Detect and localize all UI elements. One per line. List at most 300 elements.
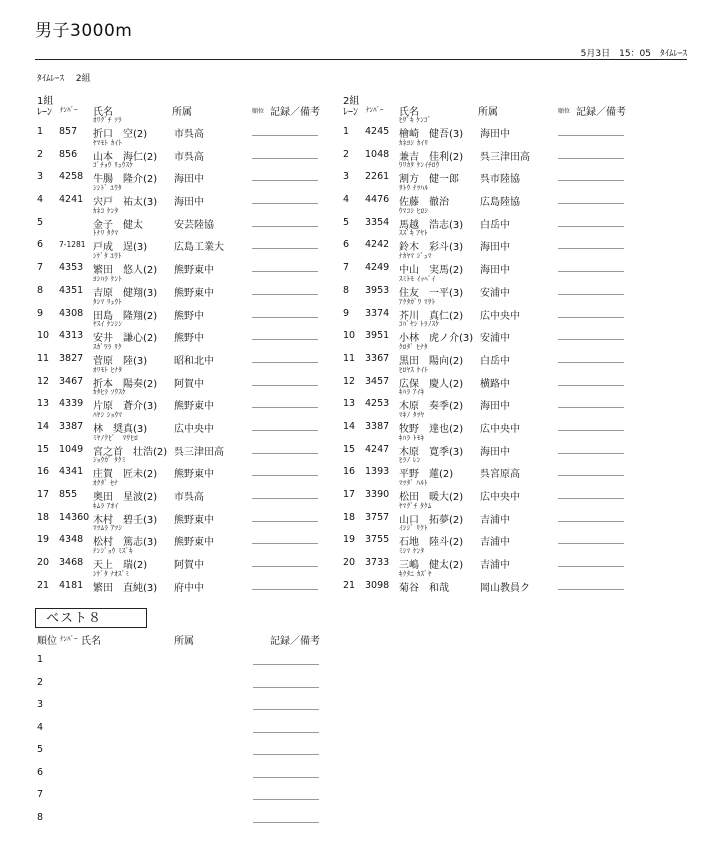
lane-number: 16 <box>37 466 50 478</box>
lane-number: 18 <box>37 511 50 523</box>
athlete-team: 横路中 <box>480 378 510 390</box>
athlete-team: 安芸陸協 <box>174 219 214 231</box>
col-lane: ﾚｰﾝ <box>37 107 52 118</box>
table-row <box>37 319 347 345</box>
record-blank-line <box>252 521 318 522</box>
athlete-kana: ﾋﾛﾔｽ ｹｲﾄ <box>399 365 429 374</box>
athlete-name: 繁田 直純(3) <box>93 582 158 594</box>
best8-row <box>37 779 347 802</box>
table-row <box>343 569 653 592</box>
record-blank-line <box>558 475 624 476</box>
athlete-kana: ﾐｼﾏ ｹﾝﾀ <box>399 547 425 556</box>
record-blank-line <box>558 203 624 204</box>
athlete-name: 小林 虎ノ介(3) <box>399 333 474 345</box>
athlete-name: 馬越 浩志(3) <box>399 219 464 231</box>
athlete-kana: ﾔｽｲ ｹﾝｼﾝ <box>93 320 123 329</box>
athlete-team: 岡山教員ク <box>480 582 530 594</box>
athlete-name: 牛腸 隆介(2) <box>93 174 158 186</box>
record-blank-line <box>558 339 624 340</box>
athlete-team: 広中央中 <box>480 423 520 435</box>
record-blank-line <box>252 430 318 431</box>
record-blank-line <box>252 543 318 544</box>
lane-number: 5 <box>37 216 44 228</box>
lane-number: 1 <box>343 126 350 137</box>
lane-number: 2 <box>343 148 350 160</box>
best8-title: ベスト８ <box>35 608 147 628</box>
record-blank-line <box>558 430 624 431</box>
lane-number: 6 <box>37 239 44 251</box>
col-rank: 順位 <box>558 108 571 115</box>
athlete-name: 吉原 健翔(3) <box>93 287 158 299</box>
bib-number: 3468 <box>59 557 84 569</box>
bib-number: 7-1281 <box>59 240 86 250</box>
record-blank-line <box>252 362 318 363</box>
lane-number: 14 <box>343 420 356 432</box>
lane-number: 12 <box>37 375 50 387</box>
record-blank-line <box>253 709 319 710</box>
bib-number: 4253 <box>365 398 390 410</box>
athlete-name: 安井 謙心(2) <box>93 333 158 345</box>
athlete-name: 佐藤 徹治 <box>399 197 449 209</box>
group-1-table <box>37 92 350 594</box>
rank-number: 3 <box>37 699 44 710</box>
record-blank-line <box>253 664 319 665</box>
athlete-kana: ｶﾈﾖｼ ｶｲﾘ <box>399 138 429 147</box>
best8-row <box>37 644 347 667</box>
lane-number: 2 <box>37 148 44 160</box>
athlete-kana: ｶﾀﾋﾗ ｿｳｽｹ <box>93 388 126 397</box>
record-blank-line <box>252 317 318 318</box>
athlete-name: 天上 瑞(2) <box>93 560 148 572</box>
athlete-team: 吉浦中 <box>480 537 510 549</box>
record-blank-line <box>558 543 624 544</box>
table-row <box>343 206 653 229</box>
athlete-kana: ｼｮｳｶﾞ ﾀｸﾐ <box>93 456 126 465</box>
record-blank-line <box>252 407 318 408</box>
lane-number: 14 <box>37 420 50 432</box>
athlete-kana: ﾏﾂﾑﾗ ｱﾂｼ <box>93 524 123 533</box>
lane-number: 8 <box>37 284 44 296</box>
athlete-name: 折口 空(2) <box>93 129 148 140</box>
table-row <box>343 433 653 456</box>
bib-number: 3467 <box>59 375 84 387</box>
lane-number: 13 <box>37 398 50 410</box>
bib-number: 3457 <box>365 375 390 387</box>
table-row <box>37 523 347 549</box>
bib-number: 4242 <box>365 239 390 251</box>
rank-number: 6 <box>37 766 44 778</box>
lane-number: 10 <box>343 330 356 342</box>
athlete-name: 黒田 陽向(2) <box>399 355 464 367</box>
col-name: 氏名 <box>81 636 101 647</box>
bib-number: 3387 <box>365 420 390 432</box>
bib-number: 1393 <box>365 466 390 478</box>
table-row <box>37 183 350 209</box>
best8-row <box>37 757 347 780</box>
lane-number: 20 <box>37 557 50 569</box>
lane-number: 20 <box>343 557 356 569</box>
athlete-team: 熊野東中 <box>174 469 214 481</box>
athlete-name: 木原 寛季(3) <box>399 446 464 458</box>
table-row <box>343 478 653 501</box>
record-blank-line <box>252 475 318 476</box>
col-number: ﾅﾝﾊﾞｰ <box>60 635 78 643</box>
athlete-team: 阿賀中 <box>174 378 204 390</box>
bib-number: 856 <box>59 148 78 160</box>
athlete-kana: ｸﾛﾀﾞ ﾋﾅﾀ <box>399 342 428 351</box>
bib-number: 4241 <box>59 194 84 206</box>
athlete-team: 市呉高 <box>174 492 204 503</box>
table-row <box>343 342 653 365</box>
best8-row <box>37 802 347 825</box>
table-row <box>37 546 347 572</box>
athlete-kana: ﾃﾝｼﾞｮｳ ﾐｽﾞｷ <box>93 547 133 556</box>
table-row <box>343 319 653 345</box>
lane-number: 3 <box>343 171 350 183</box>
athlete-kana: ｶﾈｺ ｹﾝﾀ <box>93 206 119 215</box>
athlete-name: 奥田 星波(2) <box>93 492 158 503</box>
athlete-kana: ｱｸﾀｶﾞﾜ ﾏｻﾄ <box>399 297 436 306</box>
record-blank-line <box>558 271 624 272</box>
athlete-kana: ｼｹﾞﾀ ﾅｵｽﾞﾐ <box>93 569 130 578</box>
table-row <box>37 410 347 433</box>
table-row <box>343 138 653 161</box>
athlete-team: 熊野東中 <box>174 514 214 526</box>
table-row <box>343 115 653 138</box>
lane-number: 13 <box>343 398 356 410</box>
bib-number: 2261 <box>365 171 390 183</box>
athlete-team: 海田中 <box>480 242 510 254</box>
table-row <box>343 251 653 277</box>
col-team: 所属 <box>478 107 498 118</box>
lane-number: 10 <box>37 330 50 342</box>
athlete-kana: ｵﾘｸﾞﾁ ｿﾗ <box>93 116 122 124</box>
bib-number: 857 <box>59 126 78 137</box>
column-header <box>343 103 653 118</box>
record-blank-line <box>253 822 319 823</box>
record-blank-line <box>252 385 318 386</box>
col-team: 所属 <box>172 107 192 118</box>
athlete-team: 海田中 <box>480 401 510 413</box>
athlete-team: 呉市陸協 <box>480 174 520 186</box>
record-blank-line <box>252 158 318 159</box>
athlete-kana: ｽｶﾞﾜﾗ ﾘｸ <box>93 342 122 351</box>
lane-number: 5 <box>343 216 350 228</box>
athlete-team: 呉三津田高 <box>174 446 224 458</box>
bib-number: 14360 <box>59 511 90 523</box>
athlete-kana: ﾔﾏｸﾞﾁ ﾀｸﾑ <box>399 501 432 510</box>
table-row <box>37 501 347 524</box>
lane-number: 7 <box>37 262 44 274</box>
col-name: 氏名 <box>93 107 113 118</box>
athlete-kana: ﾋﾗﾉ ﾚﾝ <box>399 456 421 465</box>
group-1-rows <box>37 115 350 594</box>
col-name: 氏名 <box>399 107 419 118</box>
col-record: 記録／備考 <box>270 107 320 118</box>
record-blank-line <box>252 226 318 227</box>
race-name: ﾀｲﾑﾚｰｽ 2組 <box>37 74 91 84</box>
lane-number: 19 <box>343 534 356 546</box>
best8-row <box>37 734 347 757</box>
lane-number: 11 <box>37 352 50 364</box>
athlete-name: 菅原 陸(3) <box>93 355 148 367</box>
table-row <box>343 387 653 413</box>
athlete-name: 三嶋 健太(2) <box>399 560 464 572</box>
athlete-kana: ﾀｼﾏ ﾘｭｳﾄ <box>93 297 123 306</box>
table-row <box>343 274 653 297</box>
athlete-kana: ﾜﾘｶﾀ ｹﾝｲﾁﾛｳ <box>399 161 440 170</box>
group-title: 1組 <box>37 96 54 107</box>
athlete-kana: ｽｽﾞｷ ｱﾔﾄ <box>399 229 428 238</box>
table-row <box>37 274 350 299</box>
record-blank-line <box>253 687 319 688</box>
record-blank-line <box>558 407 624 408</box>
athlete-team: 海田中 <box>174 197 204 209</box>
table-row <box>343 228 653 254</box>
table-row <box>37 297 350 322</box>
col-rank: 順位 <box>252 108 265 115</box>
lane-number: 1 <box>37 126 44 137</box>
bib-number: 3387 <box>59 420 84 432</box>
athlete-name: 山口 拓夢(2) <box>399 514 464 526</box>
col-number: ﾅﾝﾊﾞｰ <box>366 106 384 114</box>
lane-number: 8 <box>343 284 350 296</box>
table-row <box>343 365 653 388</box>
rank-number: 7 <box>37 789 44 800</box>
lane-number: 4 <box>37 194 44 206</box>
record-blank-line <box>253 732 319 733</box>
bib-number: 3827 <box>59 352 84 364</box>
bib-number: 855 <box>59 489 78 500</box>
bib-number: 4341 <box>59 466 84 478</box>
lane-number: 17 <box>343 489 356 500</box>
athlete-kana: ｷﾊﾗ ﾄﾓｷ <box>399 433 425 442</box>
record-blank-line <box>558 589 624 590</box>
athlete-team: 熊野東中 <box>174 265 214 277</box>
athlete-team: 熊野東中 <box>174 537 214 549</box>
bib-number: 3951 <box>365 330 390 342</box>
athlete-name: 松村 篤志(3) <box>93 537 158 549</box>
bib-number: 4353 <box>59 262 84 274</box>
bib-number: 4249 <box>365 262 390 274</box>
group-2-table <box>343 92 653 594</box>
best8-row <box>37 712 347 735</box>
athlete-name: 林 奨真(3) <box>93 423 148 435</box>
athlete-kana: ｼｹﾞﾀ ﾕｳﾄ <box>93 252 122 261</box>
athlete-team: 熊野東中 <box>174 287 214 299</box>
lane-number: 12 <box>343 375 356 387</box>
athlete-name: 石地 陸斗(2) <box>399 537 464 549</box>
athlete-name: 田島 隆翔(2) <box>93 310 158 322</box>
bib-number: 4181 <box>59 579 84 591</box>
bib-number: 4258 <box>59 171 84 183</box>
race-datetime: 5月3日 15：05 ﾀｲﾑﾚｰｽ <box>580 49 687 59</box>
athlete-name: 芥川 真仁(2) <box>399 310 464 322</box>
column-header <box>37 103 347 118</box>
lane-number: 16 <box>343 466 356 478</box>
lane-number: 15 <box>37 443 50 455</box>
record-blank-line <box>558 362 624 363</box>
athlete-team: 広中央中 <box>480 492 520 503</box>
table-row <box>37 160 350 186</box>
athlete-name: 宮之首 壮浩(2) <box>93 446 168 458</box>
athlete-name: 山本 海仁(2) <box>93 151 158 163</box>
rank-number: 8 <box>37 811 44 823</box>
athlete-team: 熊野東中 <box>174 401 214 413</box>
athlete-kana: ｷﾑﾗ ｱｵｲ <box>93 501 119 510</box>
record-blank-line <box>252 566 318 567</box>
bib-number: 4313 <box>59 330 84 342</box>
athlete-kana: ｼｼﾄﾞ ﾕｳﾀ <box>93 184 122 193</box>
table-row <box>37 342 347 365</box>
best8-row <box>37 689 347 712</box>
athlete-name: 菊谷 和哉 <box>399 582 449 594</box>
athlete-name: 折本 陽奏(2) <box>93 378 158 390</box>
bib-number: 3953 <box>365 284 390 296</box>
athlete-team: 吉浦中 <box>480 514 510 526</box>
group-title: 2組 <box>343 96 360 107</box>
athlete-team: 広中央中 <box>174 423 214 435</box>
lane-number: 19 <box>37 534 50 546</box>
record-blank-line <box>252 135 318 136</box>
best8-rows <box>37 644 347 824</box>
table-row <box>343 546 653 572</box>
athlete-kana: ｻﾄｳ ﾃﾂﾊﾙ <box>399 184 429 193</box>
bib-number: 4245 <box>365 126 390 137</box>
athlete-name: 牧野 達也(2) <box>399 423 464 435</box>
athlete-name: 金子 健太 <box>93 219 143 231</box>
athlete-kana: ﾏﾂﾀﾞ ﾊﾙﾄ <box>399 479 428 487</box>
col-record: 記録／備考 <box>576 107 626 118</box>
athlete-name: 片原 蒼介(3) <box>93 401 158 413</box>
table-row <box>343 183 653 209</box>
athlete-name: 住友 一平(3) <box>399 287 464 299</box>
bib-number: 3354 <box>365 216 390 228</box>
best8-column-header <box>37 632 347 647</box>
table-row <box>37 251 350 277</box>
table-row <box>343 501 653 524</box>
col-record: 記録／備考 <box>270 636 320 647</box>
athlete-name: 平野 蓮(2) <box>399 469 454 481</box>
lane-number: 7 <box>343 262 350 274</box>
athlete-kana: ｲｼｼﾞ ﾘｸﾄ <box>399 524 428 533</box>
record-blank-line <box>252 203 318 204</box>
table-row <box>37 206 350 231</box>
record-blank-line <box>558 180 624 181</box>
record-blank-line <box>252 180 318 181</box>
table-row <box>37 433 347 456</box>
bib-number: 3755 <box>365 534 390 546</box>
athlete-team: 熊野中 <box>174 333 204 345</box>
athlete-kana: ﾊﾔｼ ｼｮｳﾏ <box>93 410 123 419</box>
athlete-team: 広島工業大 <box>174 242 224 254</box>
bib-number: 4247 <box>365 443 390 455</box>
rank-number: 2 <box>37 676 44 688</box>
athlete-team: 市呉高 <box>174 129 204 140</box>
col-rank: 順位 <box>37 636 57 647</box>
athlete-kana: ﾏｷﾉ ﾀﾂﾔ <box>399 410 425 419</box>
record-blank-line <box>558 521 624 522</box>
athlete-kana: ﾔﾏﾓﾄ ｶｲﾄ <box>93 138 123 147</box>
athlete-kana: ｵｸﾀﾞ ｾﾅ <box>93 479 119 487</box>
table-row <box>343 410 653 433</box>
athlete-kana: ｷｸﾀﾆ ｶｽﾞﾔ <box>399 569 432 578</box>
athlete-name: 檜崎 健吾(3) <box>399 129 464 140</box>
page-title: 男子3000m <box>35 21 133 41</box>
record-blank-line <box>252 271 318 272</box>
athlete-name: 宍戸 祐太(3) <box>93 197 158 209</box>
athlete-team: 呉三津田高 <box>480 151 530 163</box>
record-blank-line <box>252 339 318 340</box>
athlete-name: 戸成 逞(3) <box>93 242 148 254</box>
bib-number: 1049 <box>59 443 84 455</box>
athlete-kana: ﾖｼﾊﾗ ｹﾝﾄ <box>93 274 123 283</box>
athlete-team: 府中中 <box>174 582 204 594</box>
lane-number: 9 <box>343 307 350 319</box>
athlete-name: 広保 慶人(2) <box>399 378 464 390</box>
lane-number: 4 <box>343 194 350 206</box>
rank-number: 5 <box>37 744 44 755</box>
record-blank-line <box>253 777 319 778</box>
table-row <box>37 569 347 592</box>
athlete-name: 中山 実馬(2) <box>399 265 464 277</box>
table-row <box>343 455 653 481</box>
col-lane: ﾚｰﾝ <box>343 107 358 118</box>
bib-number: 3374 <box>365 307 390 319</box>
table-row <box>37 138 350 163</box>
record-blank-line <box>252 453 318 454</box>
athlete-team: 阿賀中 <box>174 560 204 572</box>
lane-number: 3 <box>37 171 44 183</box>
athlete-team: 昭和北中 <box>174 355 214 367</box>
lane-number: 21 <box>37 579 50 591</box>
athlete-team: 安浦中 <box>480 287 510 299</box>
record-blank-line <box>558 385 624 386</box>
record-blank-line <box>558 294 624 295</box>
bib-number: 4348 <box>59 534 84 546</box>
record-blank-line <box>558 158 624 159</box>
athlete-kana: ﾄﾅﾘ ﾀｸﾏ <box>93 229 119 238</box>
athlete-name: 木村 碧壬(3) <box>93 514 158 526</box>
athlete-kana: ﾐﾔﾉｸﾋﾞ ﾏｻﾋﾛ <box>93 433 138 442</box>
athlete-team: 海田中 <box>480 446 510 458</box>
rank-number: 1 <box>37 654 44 665</box>
lane-number: 9 <box>37 307 44 319</box>
athlete-team: 白岳中 <box>480 219 510 231</box>
record-blank-line <box>252 589 318 590</box>
bib-number: 3390 <box>365 489 390 500</box>
athlete-team: 市呉高 <box>174 151 204 163</box>
athlete-team: 吉浦中 <box>480 560 510 572</box>
athlete-name: 兼吉 佳利(2) <box>399 151 464 163</box>
athlete-team: 熊野中 <box>174 310 204 322</box>
record-blank-line <box>558 566 624 567</box>
record-blank-line <box>253 799 319 800</box>
bib-number: 1048 <box>365 148 390 160</box>
athlete-team: 広中央中 <box>480 310 520 322</box>
athlete-kana: ｺﾞﾁｮｳ ﾘｭｳｽｹ <box>93 161 134 170</box>
athlete-team: 呉宮原高 <box>480 469 520 481</box>
lane-number: 6 <box>343 239 350 251</box>
athlete-name: 割方 健一郎 <box>399 174 459 186</box>
table-row <box>343 297 653 320</box>
record-blank-line <box>253 754 319 755</box>
table-row <box>37 387 347 413</box>
table-row <box>343 160 653 186</box>
table-row <box>37 478 347 501</box>
lane-number: 21 <box>343 579 356 591</box>
bib-number: 3733 <box>365 557 390 569</box>
